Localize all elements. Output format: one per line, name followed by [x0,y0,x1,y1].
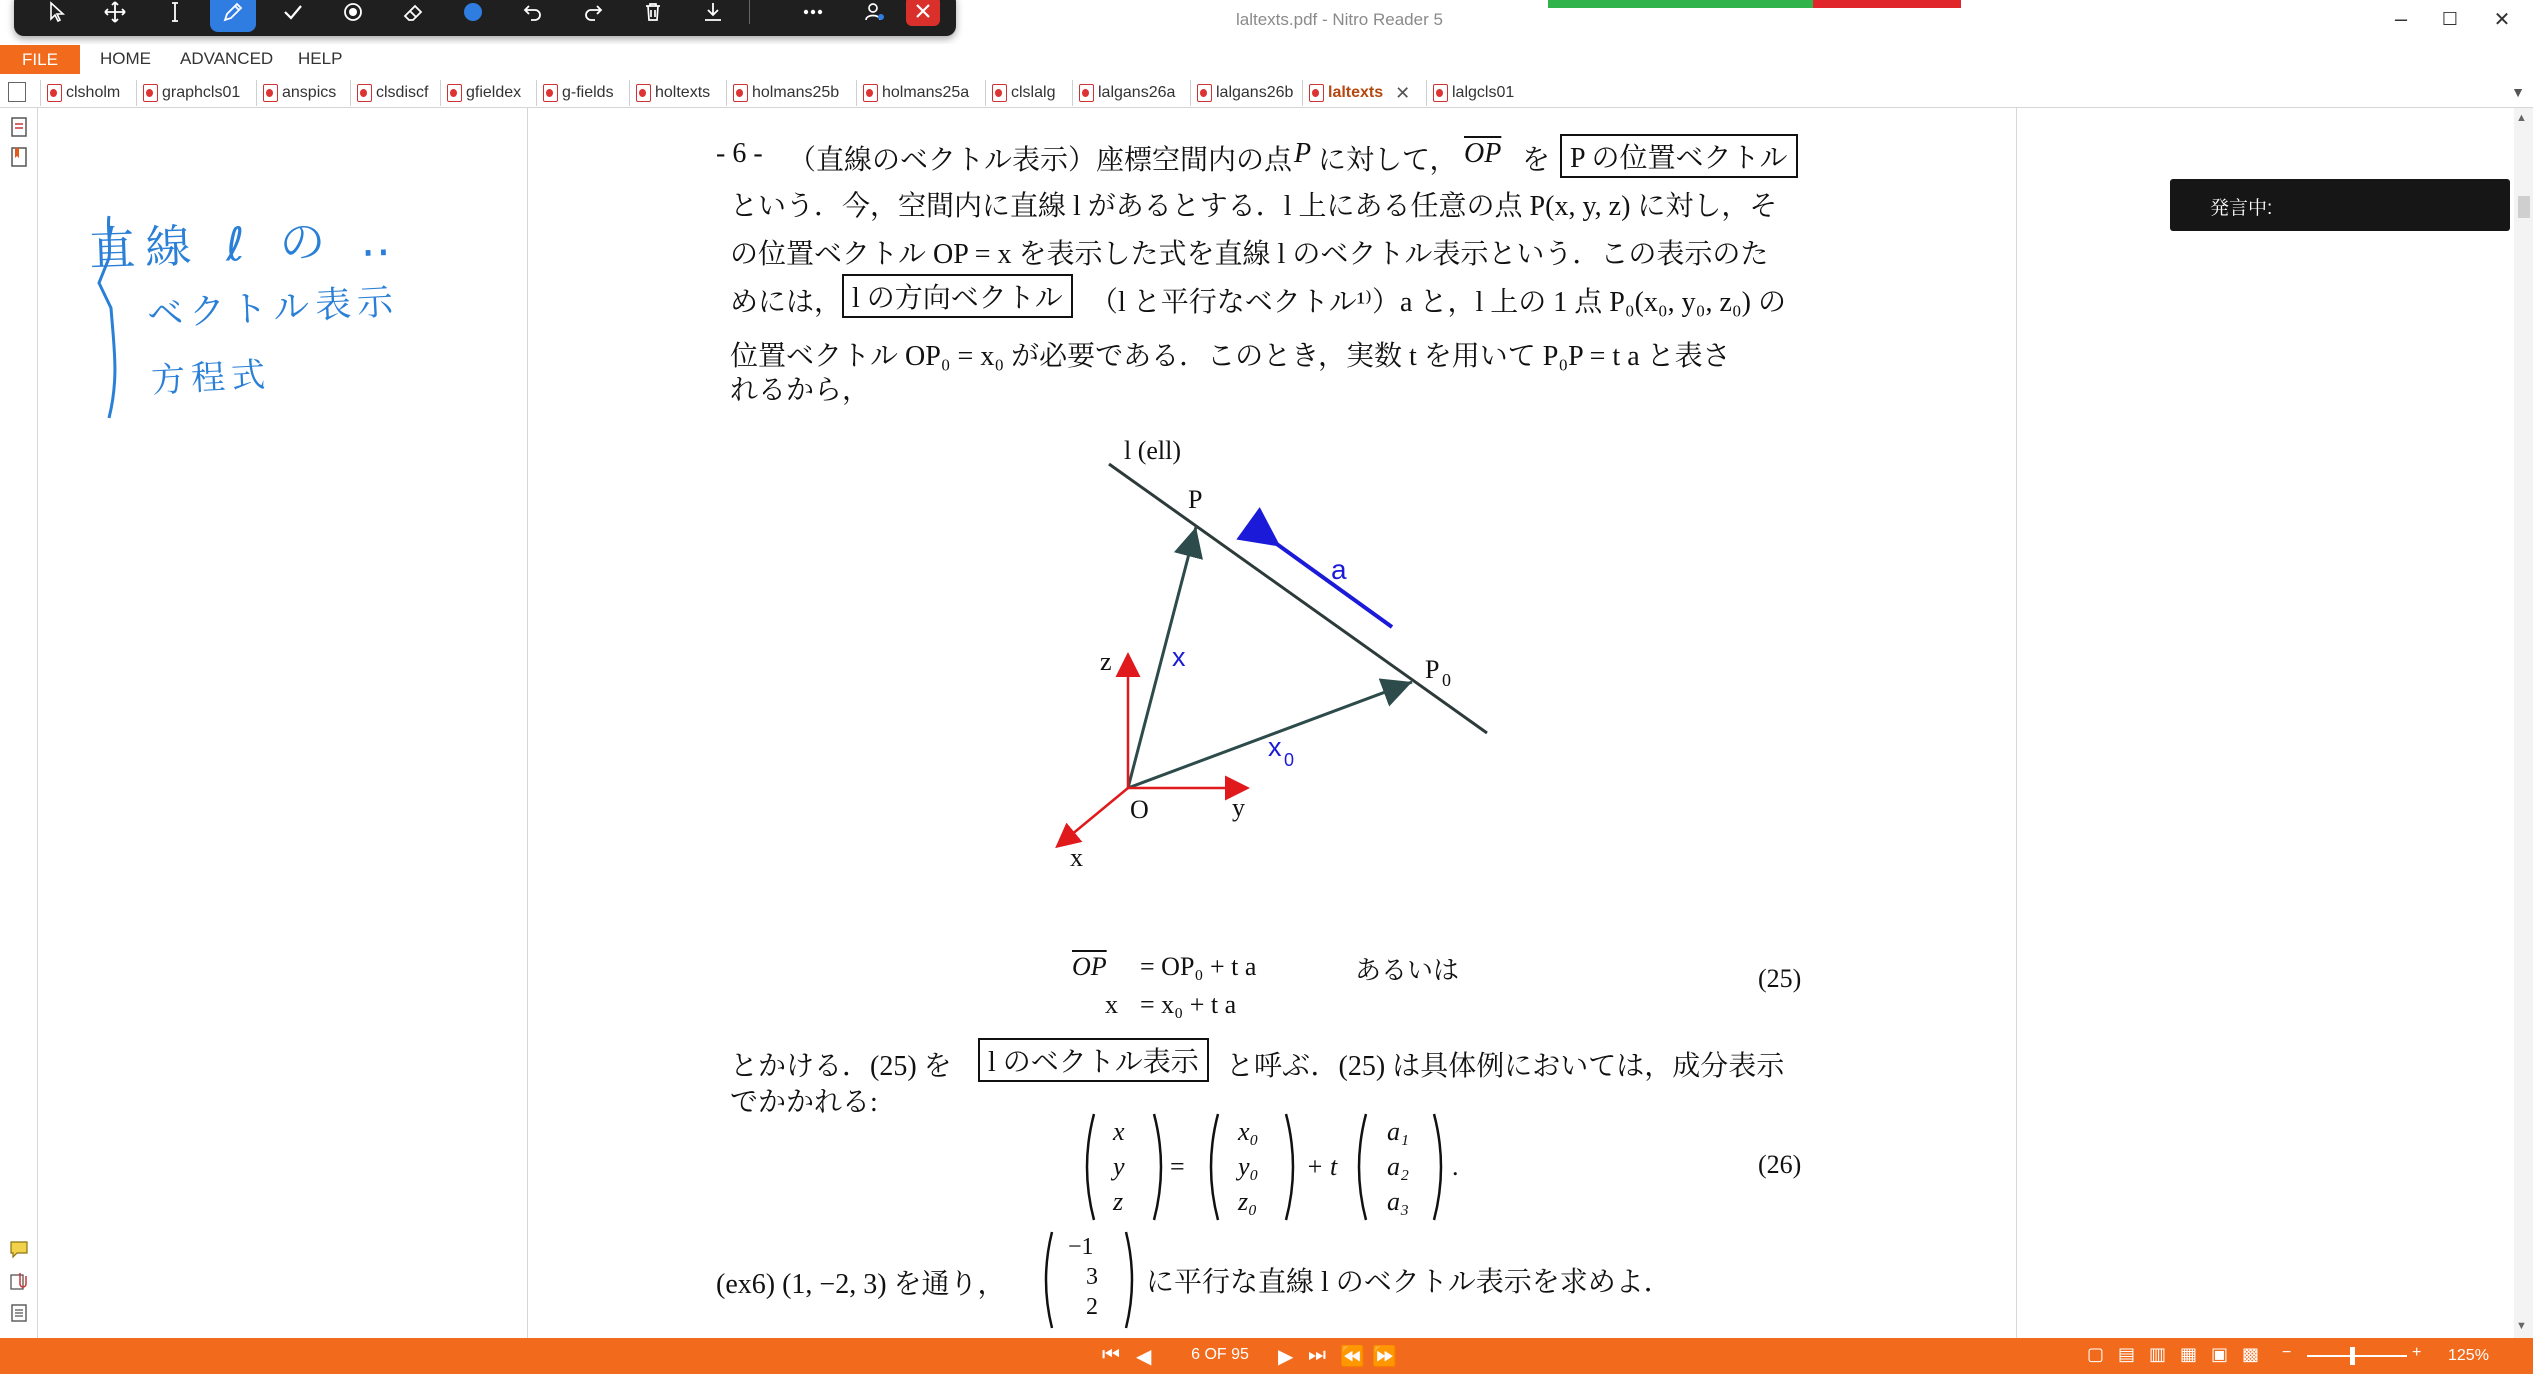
pdf-file-icon [1197,84,1212,102]
tab-anspics[interactable] [256,80,336,106]
close-window-button[interactable]: ✕ [2493,8,2511,31]
origin-label: O [1130,795,1149,824]
scrollbar-thumb[interactable] [2518,196,2530,218]
eq25-number: (25) [1758,964,1802,993]
select-arrow-icon[interactable] [34,0,80,32]
tab-clsdiscf[interactable] [350,80,428,106]
eq26-v3-a3: a₃ [1387,1187,1410,1216]
ex6-vec-2: 3 [1086,1264,1098,1290]
fit-page-icon[interactable]: ▣ [2211,1344,2229,1364]
point-P: P [1294,138,1312,169]
vector-line-figure [1020,420,1540,880]
point-P0-subscript: 0 [1442,670,1451,690]
fit-width-icon[interactable]: ▩ [2242,1344,2260,1364]
paragraph-line-2: という．今，空間内に直線 l があるとする．l 上にある任意の点 P(x, y, z) に対し，そ [730,191,1778,222]
handwritten-line-2: ベクトル表示 [146,281,401,336]
tab-list-icon[interactable] [8,82,26,102]
vector-OP: $\overline{OP}$ [1464,138,1502,169]
paragraph-1-intro: （直線のベクトル表示）座標空間内の点 [788,145,1293,176]
close-icon[interactable] [906,0,940,26]
point-P0-label: P [1425,655,1440,684]
pdf-file-icon [1433,84,1448,102]
boxed-term-position-vector: P の位置ベクトル [1560,134,1798,178]
eq25-line1-lhs: $\overline{OP}$ [1072,952,1107,981]
pdf-file-icon [1309,84,1324,102]
section-number: - 6 - [716,138,763,169]
text-cursor-icon[interactable] [152,0,198,32]
pdf-file-icon [992,84,1007,102]
download-icon[interactable] [690,0,736,32]
tab-lalgans26a[interactable] [1072,80,1175,106]
file-menu[interactable]: FILE [0,45,80,74]
continuous-view-icon[interactable]: ▤ [2118,1344,2136,1364]
paragraph-2-c: でかかれる: [730,1087,878,1118]
eraser-icon[interactable] [390,0,436,32]
user-settings-icon[interactable] [852,0,898,32]
vector-x-label: x [1172,642,1186,672]
page-edge [2016,108,2017,1338]
paragraph-1-wo: を [1522,145,1551,176]
menu-bar [0,44,2533,74]
paragraph-1-text: に対して， [1318,145,1458,176]
tab-label: gfieldex [466,84,522,101]
scroll-up-icon[interactable]: ▲ [2516,112,2527,124]
document-tabs [0,76,2533,108]
z-axis-label: z [1100,647,1112,676]
tab-holmans25b[interactable] [726,80,839,106]
output-icon[interactable] [8,1302,30,1324]
x-axis-label: x [1070,843,1083,872]
tab-g-fields[interactable] [536,80,614,106]
pdf-file-icon [263,84,278,102]
last-page-icon[interactable]: ⏭ [1308,1344,1326,1366]
pdf-file-icon [1079,84,1094,102]
pen-toolbar [14,0,956,36]
color-dot-icon[interactable] [450,0,496,32]
eq26-v2-y0: y₀ [1238,1152,1259,1181]
tab-close-icon[interactable]: ✕ [1395,82,1411,103]
move-cross-icon[interactable] [92,0,138,32]
vector-a-label: a [1331,554,1347,585]
menu-home[interactable]: HOME [100,49,151,68]
single-page-view-icon[interactable]: ▢ [2087,1344,2105,1364]
tab-lalgans26b[interactable] [1190,80,1293,106]
pen-icon[interactable] [210,0,256,32]
tab-label: lalgcls01 [1452,84,1515,101]
previous-view-icon[interactable]: ⏪ [1340,1346,1365,1368]
tab-label: clslalg [1011,84,1056,101]
line-l [1109,464,1487,733]
eq26-v1-y: y [1113,1152,1125,1181]
tab-label: lalgans26a [1098,84,1176,101]
next-page-icon[interactable]: ▶ [1278,1346,1294,1368]
pdf-file-icon [733,84,748,102]
tab-label: anspics [282,84,337,101]
eq26-period: . [1452,1152,1459,1181]
paragraph-line-3: の位置ベクトル OP = x を表示した式を直線 l のベクトル表示という．この表示のた [730,239,1769,270]
comments-icon[interactable] [8,1238,30,1260]
zoom-in-icon[interactable]: + [2412,1344,2422,1361]
eq25-or: あるいは [1355,956,1460,985]
paragraph-line-5: 位置ベクトル OP₀ = x₀ が必要である．このとき，実数 t を用いて P₀P = t a と表さ [730,341,1731,372]
recording-status-bar [1548,0,1961,8]
tab-laltexts[interactable] [1302,80,1410,106]
pdf-file-icon [47,84,62,102]
tab-label: holtexts [655,84,711,101]
exercise-6-question: に平行な直線 l のベクトル表示を求めよ． [1146,1267,1672,1298]
tab-holtexts[interactable] [629,80,710,106]
eq25-line2-lhs: x [1105,990,1118,1019]
boxed-term-direction-vector: l の方向ベクトル [842,274,1073,318]
menu-advanced[interactable]: ADVANCED [180,49,274,68]
y-axis-label: y [1232,793,1245,822]
highlighter-icon[interactable] [330,0,376,32]
bookmarks-icon[interactable] [8,146,30,168]
window-title: laltexts.pdf - Nitro Reader 5 [1236,10,1443,29]
tab-label: g-fields [562,84,614,101]
next-view-icon[interactable]: ⏩ [1372,1346,1397,1368]
undo-icon[interactable] [510,0,556,32]
facing-continuous-view-icon[interactable]: ▦ [2180,1344,2198,1364]
tab-lalgcls01[interactable] [1426,80,1514,106]
paragraph-line-4b: （l と平行なベクトル¹⁾）a と，l 上の 1 点 P₀(x₀, y₀, z₀) の [1090,287,1786,318]
tab-label: graphcls01 [162,84,241,101]
redo-icon[interactable] [570,0,616,32]
zoom-slider-thumb[interactable] [2350,1347,2355,1365]
toolbar-divider [749,0,750,24]
pdf-file-icon [357,84,372,102]
boxed-term-vector-representation: l のベクトル表示 [978,1038,1209,1082]
paragraph-line-6: れるから， [730,375,871,406]
page-indicator[interactable]: 6 OF 95 [1191,1346,1249,1363]
ex6-vec-1: −1 [1068,1234,1094,1260]
menu-help[interactable]: HELP [298,49,343,68]
vector-x0-subscript: 0 [1284,750,1295,770]
scroll-down-icon[interactable]: ▼ [2516,1320,2527,1332]
tab-label: laltexts [1328,84,1384,101]
vertical-scrollbar[interactable] [2514,108,2533,1338]
facing-view-icon[interactable]: ▥ [2149,1344,2167,1364]
tab-clsholm[interactable] [40,80,120,106]
eq25-line2-rhs: = x₀ + t a [1140,990,1237,1019]
zoom-out-icon[interactable]: − [2282,1344,2292,1361]
minimize-button[interactable]: – [2394,6,2408,31]
eq26-v1-z: z [1113,1187,1124,1216]
paragraph-2-a: とかける．(25) を [730,1051,952,1082]
tab-gfieldex[interactable] [440,80,521,106]
previous-page-icon[interactable]: ◀ [1136,1346,1152,1368]
ex6-vec-3: 2 [1086,1294,1098,1320]
status-red-segment [1813,0,1961,8]
check-icon[interactable] [270,0,316,32]
tab-label: holmans25a [882,84,970,101]
handwritten-line-1: 直線 ℓ の ‥ [88,211,402,277]
left-rail [0,108,38,1338]
tabs-overflow-icon[interactable]: ▼ [2511,84,2525,100]
eq26-v3-a1: a₁ [1387,1117,1410,1146]
pdf-file-icon [636,84,651,102]
eq26-v2-x0: x₀ [1238,1117,1259,1146]
eq26-v1-x: x [1113,1117,1125,1146]
x-axis [1059,788,1128,845]
pdf-file-icon [863,84,878,102]
point-P-label: P [1188,485,1203,514]
tab-label: holmans25b [752,84,840,101]
vector-x0-label: x [1268,732,1282,762]
eq26-number: (26) [1758,1150,1802,1179]
eq26-v3-a2: a₂ [1387,1152,1410,1181]
trash-icon[interactable] [630,0,676,32]
eq25-line1-rhs: = OP₀ + t a [1140,952,1257,981]
first-page-icon[interactable]: ⏮ [1102,1344,1120,1366]
ink-notes-panel[interactable] [39,108,528,1338]
pdf-file-icon [543,84,558,102]
vector-x-arrow [1128,527,1196,788]
paragraph-line-4a: めには， [730,287,843,318]
tab-label: lalgans26b [1216,84,1294,101]
pdf-file-icon [447,84,462,102]
paragraph-2-b: と呼ぶ．(25) は具体例においては，成分表示 [1226,1051,1785,1082]
speaking-tooltip: 発言中: [2170,179,2510,231]
eq26-equals: = [1170,1152,1185,1181]
tab-graphcls01[interactable] [136,80,240,106]
more-icon[interactable] [790,0,836,32]
attachments-icon[interactable] [8,1270,30,1292]
status-green-segment [1548,0,1813,8]
eq26-v2-z0: z₀ [1238,1187,1258,1216]
line-label: l (ell) [1124,436,1182,465]
handwritten-line-3: 方程式 [150,354,273,402]
zoom-level[interactable]: 125% [2448,1347,2489,1364]
tab-label: clsdiscf [376,84,429,101]
tab-holmans25a[interactable] [856,80,969,106]
zoom-slider[interactable] [2307,1355,2407,1357]
maximize-button[interactable]: ☐ [2441,8,2459,29]
eq26-plus-t: + t [1306,1152,1338,1181]
page-thumbnails-icon[interactable] [8,116,30,138]
tab-clslalg[interactable] [985,80,1055,106]
pdf-file-icon [143,84,158,102]
eq26-brackets [1080,1110,1480,1225]
status-bar [0,1338,2533,1374]
tab-label: clsholm [66,84,121,101]
exercise-6-text: (ex6) (1, −2, 3) を通り， [716,1269,1006,1300]
